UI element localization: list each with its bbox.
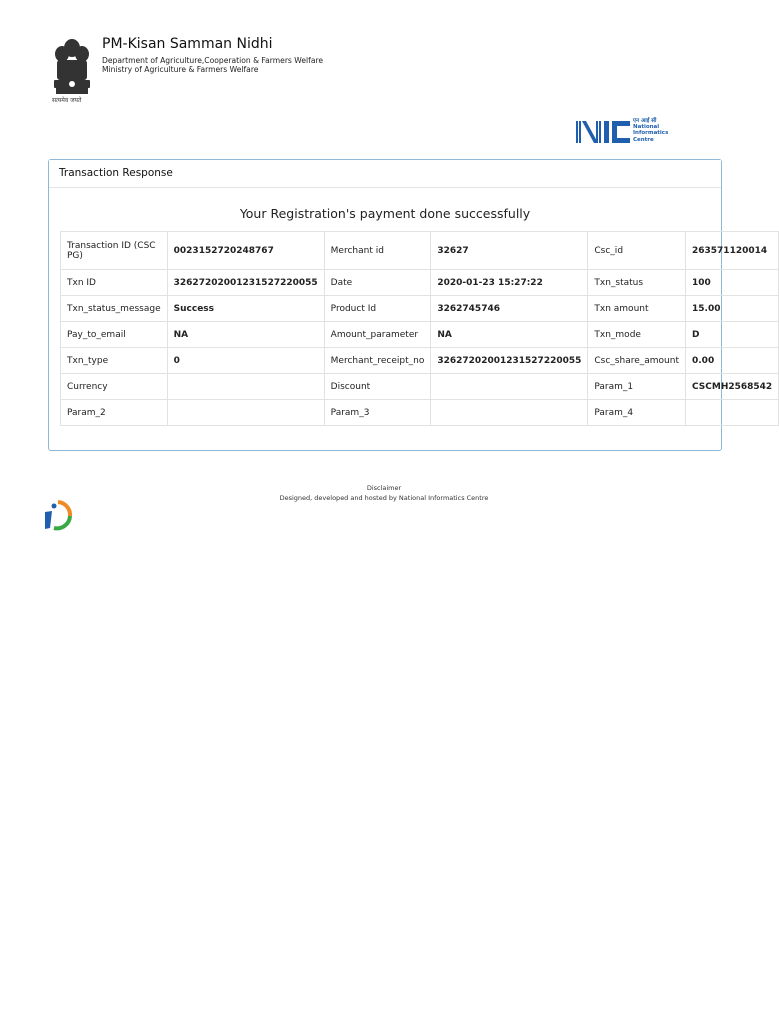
field-value: 2020-01-23 15:27:22 [431,270,588,296]
nic-hindi-text: एन आई सी [633,118,657,124]
field-value: CSCMH2568542 [686,374,779,400]
field-value: NA [167,322,324,348]
page-title: PM-Kisan Samman Nidhi [102,36,273,52]
field-label: Param_2 [61,400,168,426]
ministry-name: Ministry of Agriculture & Farmers Welfare [102,65,259,74]
field-label: Txn_type [61,348,168,374]
field-value: 15.00 [686,296,779,322]
field-value: 32627202001231527220055 [431,348,588,374]
nic-line-3: Centre [633,136,654,143]
success-message: Your Registration's payment done successfully [239,206,531,221]
field-value: 263571120014 [686,232,779,270]
transaction-response-panel [48,159,773,451]
nic-logo-text [633,118,668,143]
field-label: Merchant_receipt_no [324,348,431,374]
page-footer [0,484,768,503]
field-value [167,374,324,400]
header-titles [102,36,323,74]
table-row [61,296,779,322]
field-label: Csc_id [588,232,686,270]
field-label: Pay_to_email [61,322,168,348]
field-label: Date [324,270,431,296]
field-label: Txn ID [61,270,168,296]
field-value: 0.00 [686,348,779,374]
field-label: Txn_status_message [61,296,168,322]
field-label: Amount_parameter [324,322,431,348]
site-header [50,34,750,114]
field-value: 0023152720248767 [167,232,324,270]
field-value [431,400,588,426]
field-label: Merchant id [324,232,431,270]
disclaimer-link[interactable]: Disclaimer [366,484,402,492]
field-value [167,400,324,426]
field-value: 32627 [431,232,588,270]
field-label: Txn_status [588,270,686,296]
field-label: Param_4 [588,400,686,426]
field-value: 3262745746 [431,296,588,322]
field-label: Param_3 [324,400,431,426]
field-label: Product Id [324,296,431,322]
field-label: Transaction ID (CSC PG) [61,232,168,270]
field-value: NA [431,322,588,348]
nic-line-1: National [633,124,660,131]
field-value: Success [167,296,324,322]
transaction-details-table [60,231,779,426]
field-label: Param_1 [588,374,686,400]
field-value [431,374,588,400]
field-value [686,400,779,426]
field-label: Discount [324,374,431,400]
field-value: 32627202001231527220055 [167,270,324,296]
table-row [61,374,779,400]
table-row [61,322,779,348]
department-name: Department of Agriculture,Cooperation & Farmers Welfare [102,56,324,65]
field-label: Txn_mode [588,322,686,348]
table-row [61,232,779,270]
footer-credit: Designed, developed and hosted by National Informatics Centre [279,493,489,502]
field-label: Csc_share_amount [588,348,686,374]
table-row [61,400,779,426]
field-value: 0 [167,348,324,374]
table-row [61,270,779,296]
panel-heading: Transaction Response [49,160,721,188]
table-row [61,348,779,374]
nic-line-2: Informatics [633,130,669,137]
field-label: Txn amount [588,296,686,322]
field-value: D [686,322,779,348]
field-value: 100 [686,270,779,296]
motto-text: सत्यमेव जयते [52,97,82,104]
digital-india-logo-icon [40,498,74,532]
field-label: Currency [61,374,168,400]
